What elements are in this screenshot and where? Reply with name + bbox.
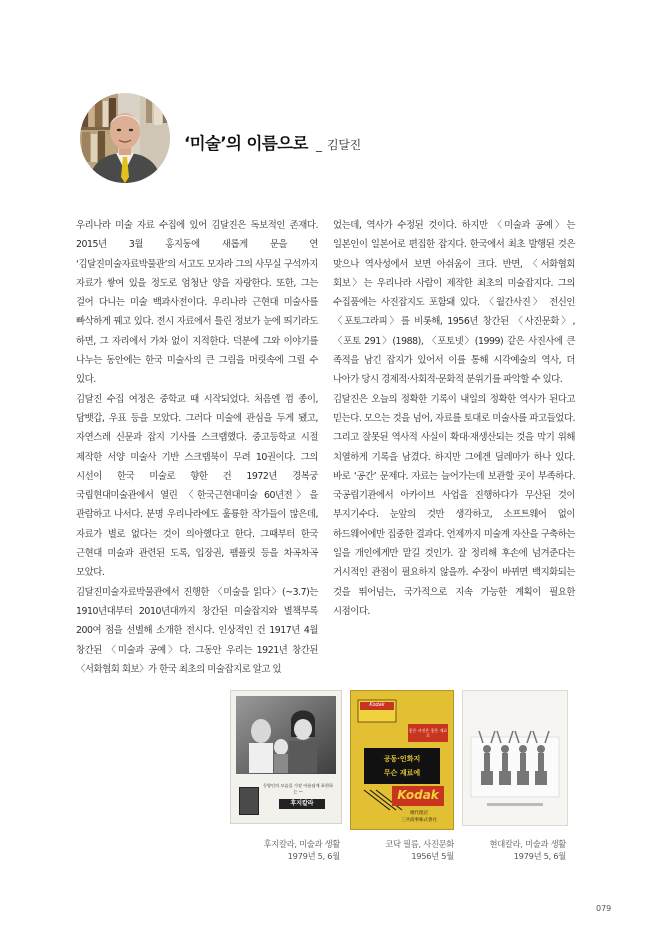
kodak-ad-top: Kodak xyxy=(369,702,385,708)
caption-date: 1956년 5월 xyxy=(411,851,454,861)
fuji-ad-brand: 후지칼라 xyxy=(279,799,325,809)
body-column-left xyxy=(76,216,318,679)
title-separator: _ xyxy=(315,138,322,152)
author-portrait xyxy=(80,93,170,183)
body-column-right xyxy=(333,216,575,621)
body-paragraph: 었는데, 역사가 수정된 것이다. 하지만 〈미술과 공예〉는 일본인이 일본어로 편집한 잡지다. 한국에서 최초 발행된 것은 맞으나 역사성에서 보면 아쉬움이 크다. 반면, 〈서화협회 회보〉는 우리나라 사람이 제작한 최초의 미술잡지다. 그의 수집품에는 사진잡지도 포함돼 있다. 〈월간사진〉 전신인 〈포토그라피〉를 비롯해, 1956년 창간된 〈사진문화〉, 〈포토 291〉(1988), 〈포토넷〉(1999) 같은 사진사에 큰 족적을 남긴 잡지가 있어서 이를 통해 시각예술의 역사, 더 나아가 당시 경제적·사회적·문화적 분위기를 파악할 수 있다. xyxy=(333,220,575,386)
article-title-block xyxy=(184,130,361,154)
page-number: 079 xyxy=(596,904,612,913)
article-author: 김달진 xyxy=(327,138,361,152)
body-paragraph: 우리나라 미술 자료 수집에 있어 김달진은 독보적인 존재다. 2015년 3월 홍지동에 새롭게 문을 연 ‘김달진미술자료박물관’의 서고도 모자라 그의 사무실 구석까지 자료가 쌓여 있을 정도로 엄청난 양을 자랑한다. 또한, 그는 걸어 다니는 미술 백과사전이다. 우리나라 근현대 미술사를 빠삭하게 꿰고 있다. 전시 자료에서 틀린 정보가 눈에 띄기라도 하면, 그 자리에서 가차 없이 지적한다. 덕분에 그와 이야기를 나누는 동안에는 한국 미술사의 큰 그림을 머릿속에 그릴 수 있다. xyxy=(76,220,318,386)
kodak-logo: Kodak xyxy=(397,788,439,802)
caption-line: 현대칼라, 미술과 생활 xyxy=(489,839,566,849)
caption-line: 코닥 필름, 사진문화 xyxy=(385,839,454,849)
body-paragraph: 김달진은 오늘의 정확한 기록이 내일의 정확한 역사가 된다고 믿는다. 모으는 것을 넘어, 자료를 토대로 미술사를 파고들었다. 그리고 잘못된 역사적 사실이 확대·재생산되는 것을 막기 위해 치열하게 기록을 남겼다. 하지만 그에겐 딜레마가 하나 있다. 바로 ‘공간’ 문제다. 자료는 늘어가는데 보관할 곳이 부족하다. 국공립기관에서 아카이브 사업을 진행하다가 무산된 것이 부지기수다. 눈앞의 것만 생각하고, 소프트웨어 없이 하드웨어에만 집중한 결과다. 언제까지 미술계 자산을 구축하는 일을 개인에게만 맡길 것인가. 잘 정리해 후손에 넘겨준다는 거시적인 관점이 필요하지 않을까. 수장이 바뀌면 백지화되는 것을 뛰어넘는, 국가적으로 지속 가능한 계획이 필요한 시점이다. xyxy=(333,393,575,617)
caption-line: 후지칼라, 미술과 생활 xyxy=(263,839,340,849)
photo-kodak-ad xyxy=(350,690,454,830)
fuji-ad-headline: 동양인의 모습을 가장 아름답게 표현하는 — xyxy=(262,783,334,794)
caption-hyundai-color xyxy=(466,838,566,862)
kodak-ad-slogan-2: 무슨 재료에 xyxy=(383,769,421,777)
kodak-ad-slogan: 공동·인화지 xyxy=(383,755,421,763)
caption-date: 1979년 5, 6월 xyxy=(513,851,566,861)
kodak-ad-badge: 좋은 사진은 좋은 재료로 xyxy=(408,728,448,738)
photo-hyundai-color-ad xyxy=(462,690,568,826)
kodak-ad-footer-1: 總代理店 xyxy=(410,811,428,816)
kodak-ad-footer-2: 三共商事株式會社 xyxy=(401,818,437,823)
body-paragraph: 김달진미술자료박물관에서 진행한 〈미술을 읽다〉(~3.7)는 1910년대부터 2010년대까지 창간된 미술잡지와 별책부록 200여 점을 선별해 소개한 전시다. 인상적인 건 1917년 4월 창간된 〈미술과 공예〉다. 그동안 우리는 1921년 창간된 〈서화협회 회보〉가 한국 최초의 미술잡지로 알고 있 xyxy=(76,586,318,675)
article-title: ‘미술’의 이름으로 xyxy=(184,134,308,153)
film-box-icon xyxy=(239,787,259,815)
caption-fujicolor xyxy=(240,838,340,862)
photo-fujicolor-ad xyxy=(230,690,342,824)
body-paragraph: 김달진 수집 여정은 중학교 때 시작되었다. 처음엔 껌 종이, 담뱃갑, 우표 등을 모았다. 그러다 미술에 관심을 두게 됐고, 자연스레 신문과 잡지 기사를 스크랩했다. 중고등학교 시절 제작한 서양 미술사 기반 스크랩북이 무려 10권이다. 그의 시선이 한국 미술로 향한 건 1972년 경복궁 국립현대미술관에서 열린 〈한국근현대미술 60년전〉을 관람하고 나서다. 분명 우리나라에도 훌륭한 작가들이 많은데, 자료가 별로 없다는 것이 의아했다고 한다. 그때부터 한국 근현대 미술과 관련된 도록, 입장권, 팸플릿 등을 차곡차곡 모았다. xyxy=(76,393,318,579)
caption-kodak xyxy=(354,838,454,862)
caption-date: 1979년 5, 6월 xyxy=(287,851,340,861)
